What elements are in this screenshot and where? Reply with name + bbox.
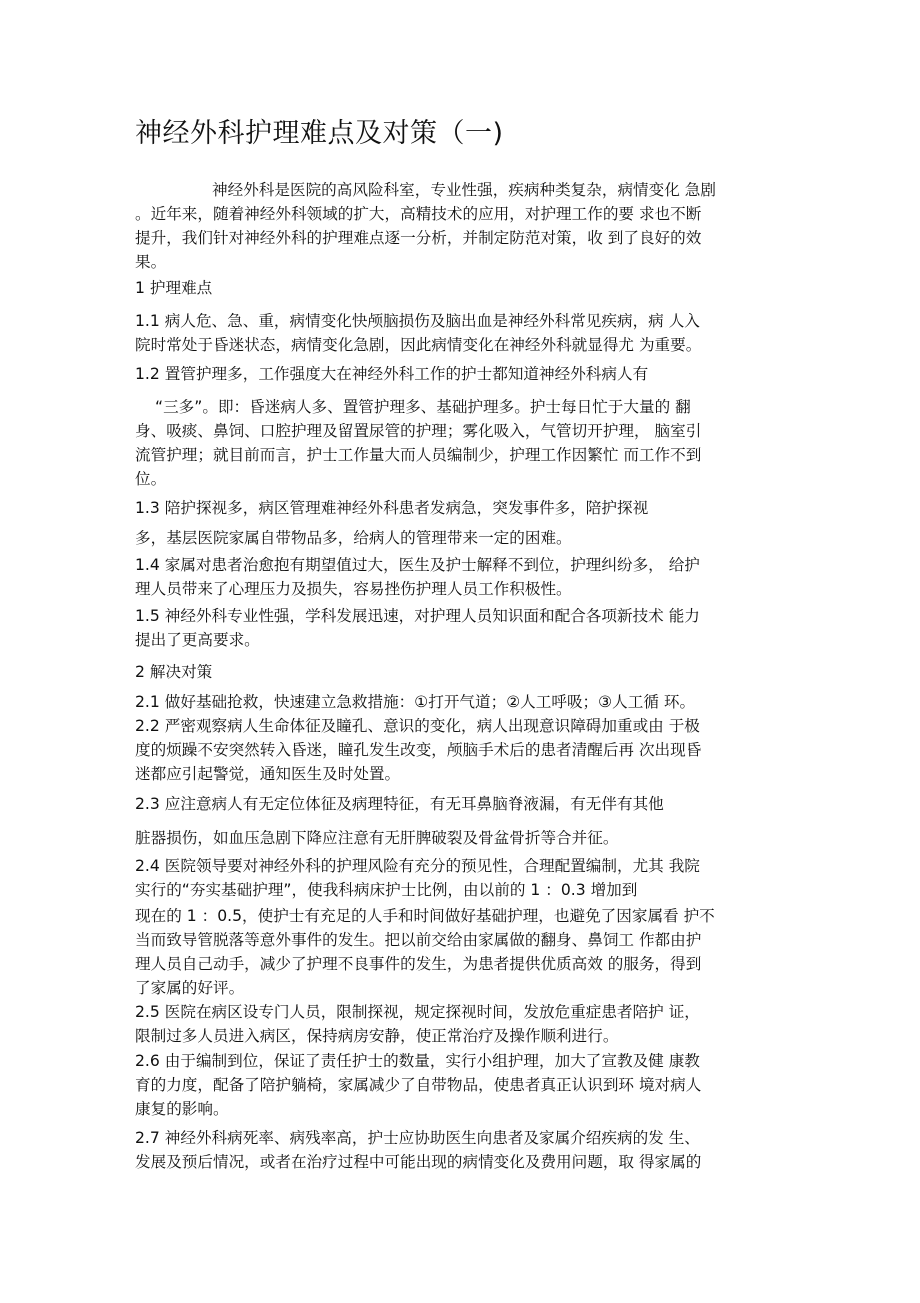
text-line: 实行的“夯实基础护理”，使我科病床护士比例，由以前的 1 ：0.3 增加到 (135, 881, 638, 899)
text-line: 现在的 1 ：0.5，使护士有充足的人手和时间做好基础护理，也避免了因家属看 护不 (135, 907, 715, 925)
text-line: 2.5 医院在病区设专门人员，限制探视，规定探视时间，发放危重症患者陪护 证， (135, 1003, 700, 1021)
text-line: 1.4 家属对患者治愈抱有期望值过大，医生及护士解释不到位，护理纠纷多， 给护 (135, 556, 700, 574)
text-line: 2.3 应注意病人有无定位体征及病理特征，有无耳鼻脑脊液漏，有无伴有其他 (135, 795, 664, 813)
section-heading: 1 护理难点 (135, 279, 213, 297)
text-line: 限制过多人员进入病区，保持病房安静，使正常治疗及操作顺利进行。 (135, 1027, 619, 1045)
section-heading: 2 解决对策 (135, 663, 213, 681)
text-line: “三多”。即：昏迷病人多、置管护理多、基础护理多。护士每日忙于大量的 翻 (155, 398, 691, 416)
text-line: 1.3 陪护探视多，病区管理难神经外科患者发病急，突发事件多，陪护探视 (135, 499, 649, 517)
text-line: 多，基层医院家属自带物品多，给病人的管理带来一定的困难。 (135, 529, 572, 547)
text-line: 理人员自己动手，减少了护理不良事件的发生，为患者提供优质高效 的服务，得到 (135, 955, 702, 973)
text-line: 流管护理；就目前而言，护士工作量大而人员编制少，护理工作因繁忙 而工作不到 (135, 446, 702, 464)
text-line: 脏器损伤，如血压急剧下降应注意有无肝脾破裂及骨盆骨折等合并征。 (135, 829, 619, 847)
text-line: 2.2 严密观察病人生命体征及瞳孔、意识的变化，病人出现意识障碍加重或由 于极 (135, 717, 700, 735)
text-line: 2.7 神经外科病死率、病残率高，护士应协助医生向患者及家属介绍疾病的发 生、 (135, 1129, 700, 1147)
text-line: 提出了更高要求。 (135, 631, 260, 649)
text-line: 度的烦躁不安突然转入昏迷，瞳孔发生改变，颅脑手术后的患者清醒后再 次出现昏 (135, 741, 702, 759)
text-line: 果。 (135, 253, 167, 271)
text-line: 院时常处于昏迷状态，病情变化急剧，因此病情变化在神经外科就显得尤 为重要。 (135, 336, 702, 354)
text-line: 。近年来，随着神经外科领域的扩大，高精技术的应用，对护理工作的要 求也不断 (135, 205, 702, 223)
text-line: 位。 (135, 470, 167, 488)
text-line: 1.5 神经外科专业性强，学科发展迅速，对护理人员知识面和配合各项新技术 能力 (135, 607, 700, 625)
text-line: 1.2 置管护理多，工作强度大在神经外科工作的护士都知道神经外科病人有 (135, 365, 649, 383)
text-line: 迷都应引起警觉，通知医生及时处置。 (135, 765, 401, 783)
text-line: 康复的影响。 (135, 1100, 229, 1118)
text-line: 2.1 做好基础抢救，快速建立急救措施：①打开气道；②人工呼吸；③人工循 环。 (135, 693, 696, 711)
text-line: 2.4 医院领导要对神经外科的护理风险有充分的预见性，合理配置编制，尤其 我院 (135, 857, 700, 875)
text-line: 了家属的好评。 (135, 979, 245, 997)
text-line: 神经外科是医院的高风险科室，专业性强，疾病种类复杂，病情变化 急剧 (212, 181, 716, 199)
text-line: 当而致导管脱落等意外事件的发生。把以前交给由家属做的翻身、鼻饲工 作都由护 (135, 931, 702, 949)
text-line: 2.6 由于编制到位，保证了责任护士的数量，实行小组护理，加大了宣教及健 康教 (135, 1052, 700, 1070)
text-line: 发展及预后情况，或者在治疗过程中可能出现的病情变化及费用问题，取 得家属的 (135, 1153, 702, 1171)
text-line: 1.1 病人危、急、重，病情变化快颅脑损伤及脑出血是神经外科常见疾病，病 人入 (135, 312, 700, 330)
text-line: 育的力度，配备了陪护躺椅，家属减少了自带物品，使患者真正认识到环 境对病人 (135, 1076, 702, 1094)
text-line: 身、吸痰、鼻饲、口腔护理及留置尿管的护理；雾化吸入，气管切开护理， 脑室引 (135, 422, 702, 440)
text-line: 理人员带来了心理压力及损失，容易挫伤护理人员工作积极性。 (135, 580, 572, 598)
document-title: 神经外科护理难点及对策（一) (135, 118, 504, 149)
text-line: 提升，我们针对神经外科的护理难点逐一分析，并制定防范对策，收 到了良好的效 (135, 229, 702, 247)
